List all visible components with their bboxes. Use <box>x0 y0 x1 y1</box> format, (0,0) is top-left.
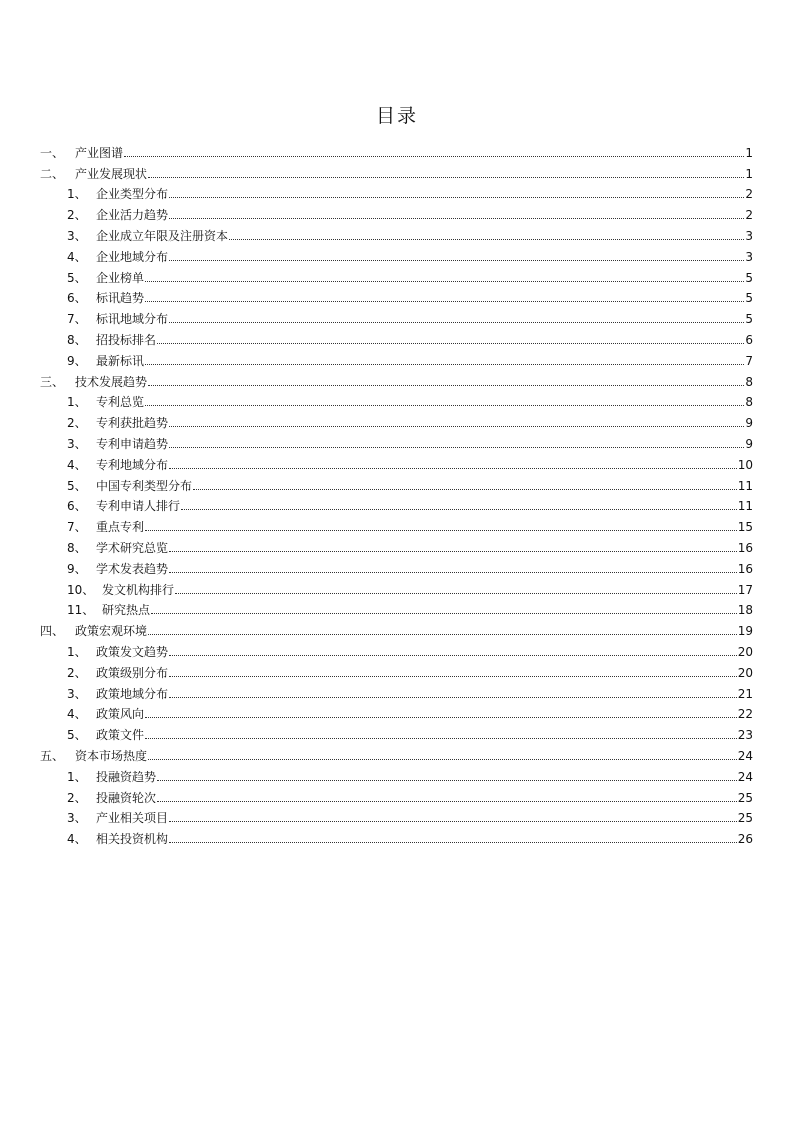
toc-entry-label: 专利申请人排行 <box>96 499 181 514</box>
toc-entry[interactable] <box>40 430 753 451</box>
toc-entry[interactable] <box>40 139 753 160</box>
toc-entry-page-number: 23 <box>737 728 753 743</box>
toc-entry-page-number: 21 <box>737 686 753 701</box>
toc-entry-label: 政策发文趋势 <box>96 644 169 659</box>
toc-entry-label: 标讯地域分布 <box>96 312 169 327</box>
toc-entry-number: 1、 <box>67 644 87 659</box>
toc-dot-leader <box>145 738 737 739</box>
toc-entry-number: 四、 <box>40 624 65 639</box>
toc-entry-number: 五、 <box>40 748 65 763</box>
toc-entry-label: 产业相关项目 <box>96 811 169 826</box>
toc-dot-leader <box>148 759 737 760</box>
toc-list <box>40 139 753 846</box>
toc-entry[interactable] <box>40 825 753 846</box>
toc-entry-number: 3、 <box>67 436 87 451</box>
toc-entry-page-number: 11 <box>737 478 753 493</box>
toc-entry[interactable] <box>40 326 753 347</box>
toc-entry-label: 技术发展趋势 <box>75 374 148 389</box>
toc-dot-leader <box>169 821 737 822</box>
toc-entry-page-number: 2 <box>745 208 753 223</box>
toc-entry-page-number: 20 <box>737 665 753 680</box>
toc-dot-leader <box>124 156 744 157</box>
toc-entry[interactable] <box>40 576 753 597</box>
toc-dot-leader <box>169 655 737 656</box>
toc-entry-number: 3、 <box>67 811 87 826</box>
toc-entry-number: 5、 <box>67 728 87 743</box>
toc-entry-label: 标讯趋势 <box>96 291 145 306</box>
toc-entry[interactable] <box>40 472 753 493</box>
toc-entry-page-number: 6 <box>745 332 753 347</box>
toc-entry[interactable] <box>40 742 753 763</box>
toc-entry-label: 相关投资机构 <box>96 832 169 847</box>
toc-dot-leader <box>145 281 744 282</box>
toc-entry-number: 4、 <box>67 249 87 264</box>
toc-entry-page-number: 1 <box>745 145 753 160</box>
toc-dot-leader <box>169 260 744 261</box>
toc-entry-page-number: 9 <box>745 416 753 431</box>
toc-entry-number: 4、 <box>67 707 87 722</box>
toc-entry-label: 企业成立年限及注册资本 <box>96 228 229 243</box>
toc-entry[interactable] <box>40 409 753 430</box>
toc-entry[interactable] <box>40 805 753 826</box>
toc-entry-page-number: 16 <box>737 540 753 555</box>
toc-entry-page-number: 10 <box>737 457 753 472</box>
toc-dot-leader <box>148 385 744 386</box>
toc-dot-leader <box>169 426 744 427</box>
toc-entry[interactable] <box>40 659 753 680</box>
toc-entry[interactable] <box>40 222 753 243</box>
toc-dot-leader <box>169 322 744 323</box>
toc-entry[interactable] <box>40 784 753 805</box>
toc-entry[interactable] <box>40 721 753 742</box>
toc-dot-leader <box>169 676 737 677</box>
toc-entry-page-number: 8 <box>745 374 753 389</box>
toc-entry-number: 5、 <box>67 270 87 285</box>
toc-entry[interactable] <box>40 347 753 368</box>
toc-entry-number: 4、 <box>67 457 87 472</box>
toc-entry-number: 1、 <box>67 395 87 410</box>
toc-entry-label: 重点专利 <box>96 520 145 535</box>
toc-entry-page-number: 3 <box>745 228 753 243</box>
toc-entry[interactable] <box>40 305 753 326</box>
toc-entry-page-number: 16 <box>737 561 753 576</box>
toc-entry-label: 企业榜单 <box>96 270 145 285</box>
toc-dot-leader <box>169 447 744 448</box>
toc-entry[interactable] <box>40 264 753 285</box>
toc-dot-leader <box>157 343 744 344</box>
toc-entry[interactable] <box>40 243 753 264</box>
toc-entry[interactable] <box>40 597 753 618</box>
toc-entry-number: 二、 <box>40 166 65 181</box>
toc-entry-page-number: 24 <box>737 748 753 763</box>
toc-entry-label: 发文机构排行 <box>102 582 175 597</box>
toc-entry[interactable] <box>40 701 753 722</box>
toc-entry[interactable] <box>40 555 753 576</box>
toc-entry-page-number: 2 <box>745 187 753 202</box>
toc-entry-label: 产业发展现状 <box>75 166 148 181</box>
toc-entry-page-number: 5 <box>745 270 753 285</box>
toc-entry-number: 2、 <box>67 416 87 431</box>
toc-entry-page-number: 7 <box>745 353 753 368</box>
toc-entry-label: 政策地域分布 <box>96 686 169 701</box>
toc-dot-leader <box>145 530 737 531</box>
toc-entry-page-number: 22 <box>737 707 753 722</box>
toc-entry-number: 三、 <box>40 374 65 389</box>
toc-dot-leader <box>169 468 737 469</box>
toc-dot-leader <box>169 218 744 219</box>
toc-entry-label: 资本市场热度 <box>75 748 148 763</box>
toc-dot-leader <box>229 239 744 240</box>
toc-dot-leader <box>145 301 744 302</box>
toc-entry[interactable] <box>40 451 753 472</box>
toc-entry-number: 8、 <box>67 332 87 347</box>
toc-entry-number: 10、 <box>67 582 95 597</box>
toc-entry-label: 招投标排名 <box>96 332 157 347</box>
toc-entry-page-number: 18 <box>737 603 753 618</box>
toc-entry-number: 7、 <box>67 312 87 327</box>
toc-dot-leader <box>148 634 737 635</box>
toc-entry-number: 4、 <box>67 832 87 847</box>
toc-entry-number: 6、 <box>67 499 87 514</box>
toc-entry-label: 研究热点 <box>102 603 151 618</box>
toc-entry-number: 6、 <box>67 291 87 306</box>
toc-entry-number: 2、 <box>67 790 87 805</box>
toc-entry-label: 企业地域分布 <box>96 249 169 264</box>
toc-dot-leader <box>145 405 744 406</box>
toc-entry-number: 8、 <box>67 540 87 555</box>
toc-title: 目录 <box>375 105 418 127</box>
toc-entry-number: 2、 <box>67 665 87 680</box>
toc-dot-leader <box>145 364 744 365</box>
toc-entry-number: 1、 <box>67 187 87 202</box>
toc-entry-number: 9、 <box>67 353 87 368</box>
toc-dot-leader <box>169 197 744 198</box>
toc-dot-leader <box>169 697 737 698</box>
toc-entry-label: 最新标讯 <box>96 353 145 368</box>
toc-entry-number: 3、 <box>67 228 87 243</box>
toc-entry-page-number: 26 <box>737 832 753 847</box>
toc-entry-label: 专利获批趋势 <box>96 416 169 431</box>
toc-entry-page-number: 17 <box>737 582 753 597</box>
toc-entry-label: 政策风向 <box>96 707 145 722</box>
toc-entry-label: 专利总览 <box>96 395 145 410</box>
toc-entry-page-number: 1 <box>745 166 753 181</box>
toc-entry-page-number: 15 <box>737 520 753 535</box>
toc-entry-number: 1、 <box>67 769 87 784</box>
toc-entry-page-number: 8 <box>745 395 753 410</box>
toc-entry-label: 企业类型分布 <box>96 187 169 202</box>
toc-entry-number: 2、 <box>67 208 87 223</box>
toc-entry[interactable] <box>40 513 753 534</box>
toc-dot-leader <box>181 509 737 510</box>
toc-entry[interactable] <box>40 181 753 202</box>
toc-entry[interactable] <box>40 617 753 638</box>
toc-dot-leader <box>151 613 737 614</box>
toc-entry-number: 一、 <box>40 145 65 160</box>
toc-entry-label: 投融资趋势 <box>96 769 157 784</box>
toc-dot-leader <box>157 801 737 802</box>
toc-entry-page-number: 11 <box>737 499 753 514</box>
toc-entry-number: 3、 <box>67 686 87 701</box>
toc-entry-page-number: 5 <box>745 291 753 306</box>
toc-dot-leader <box>157 780 737 781</box>
toc-entry-number: 11、 <box>67 603 95 618</box>
toc-dot-leader <box>169 551 737 552</box>
toc-entry-page-number: 9 <box>745 436 753 451</box>
toc-entry-number: 9、 <box>67 561 87 576</box>
toc-entry-label: 政策宏观环境 <box>75 624 148 639</box>
toc-entry[interactable] <box>40 534 753 555</box>
toc-entry-label: 学术发表趋势 <box>96 561 169 576</box>
toc-dot-leader <box>169 572 737 573</box>
toc-entry[interactable] <box>40 763 753 784</box>
toc-entry-page-number: 19 <box>737 624 753 639</box>
toc-entry-page-number: 25 <box>737 790 753 805</box>
toc-entry-page-number: 24 <box>737 769 753 784</box>
toc-dot-leader <box>145 717 737 718</box>
toc-entry-label: 专利地域分布 <box>96 457 169 472</box>
toc-dot-leader <box>175 593 737 594</box>
toc-entry-label: 政策级别分布 <box>96 665 169 680</box>
toc-entry[interactable] <box>40 389 753 410</box>
toc-entry-label: 专利申请趋势 <box>96 436 169 451</box>
toc-entry-number: 5、 <box>67 478 87 493</box>
toc-entry-label: 中国专利类型分布 <box>96 478 193 493</box>
toc-entry-label: 学术研究总览 <box>96 540 169 555</box>
toc-entry-page-number: 25 <box>737 811 753 826</box>
toc-entry-page-number: 3 <box>745 249 753 264</box>
toc-dot-leader <box>169 842 737 843</box>
toc-entry[interactable] <box>40 368 753 389</box>
toc-dot-leader <box>193 489 737 490</box>
toc-entry-number: 7、 <box>67 520 87 535</box>
toc-entry-label: 企业活力趋势 <box>96 208 169 223</box>
toc-entry[interactable] <box>40 638 753 659</box>
toc-entry[interactable] <box>40 285 753 306</box>
toc-entry-page-number: 20 <box>737 644 753 659</box>
toc-entry[interactable] <box>40 160 753 181</box>
toc-entry-label: 产业图谱 <box>75 145 124 160</box>
toc-dot-leader <box>148 177 744 178</box>
toc-entry[interactable] <box>40 493 753 514</box>
toc-entry[interactable] <box>40 201 753 222</box>
toc-entry-label: 投融资轮次 <box>96 790 157 805</box>
toc-entry-label: 政策文件 <box>96 728 145 743</box>
toc-entry-page-number: 5 <box>745 312 753 327</box>
toc-entry[interactable] <box>40 680 753 701</box>
